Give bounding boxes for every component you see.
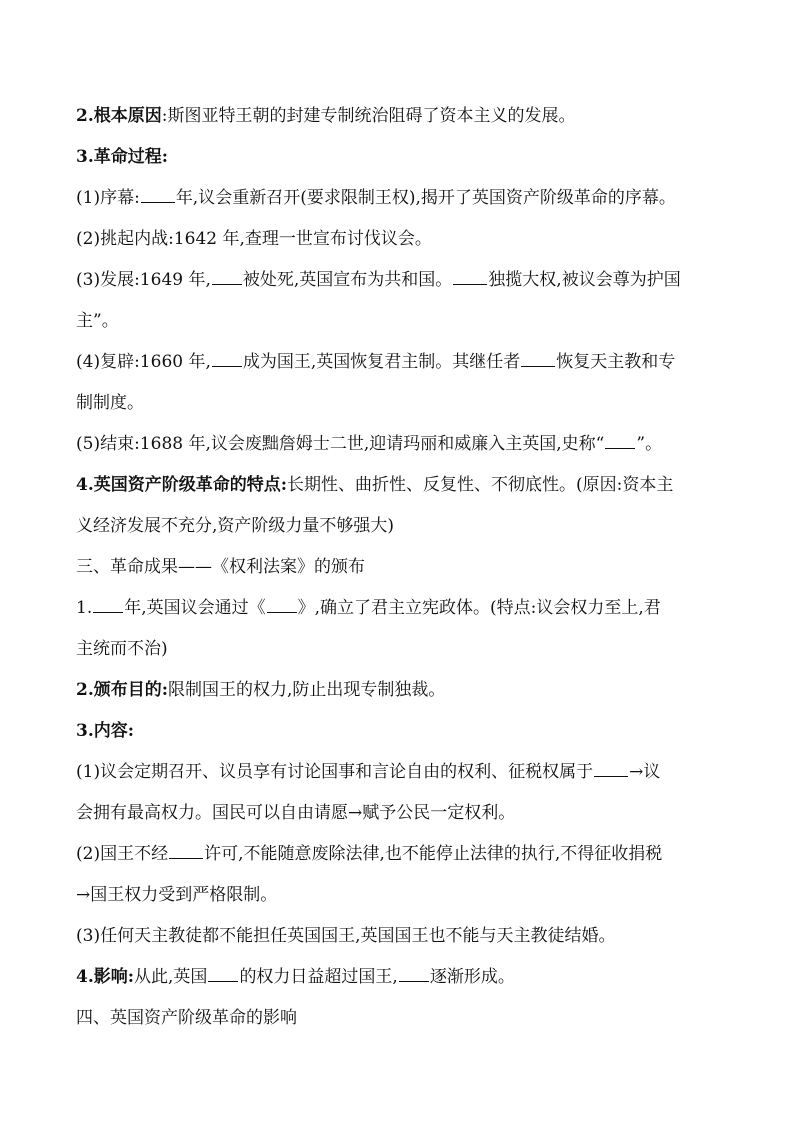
line-content-3 (76, 916, 726, 957)
blank-parliament-power[interactable] (208, 966, 238, 982)
text-characteristics: 长期性、曲折性、反复性、不彻底性。(原因:资本主 (287, 475, 674, 495)
line-characteristics-cont (76, 506, 726, 547)
line-influence (76, 957, 726, 998)
blank-prelude-year[interactable] (141, 187, 175, 203)
line-prelude (76, 178, 726, 219)
text-restoration-tail: 恢复天主教和专 (556, 352, 676, 372)
text-influence-a: 从此,英国 (134, 967, 208, 987)
line-revolution-process (76, 137, 726, 178)
text-bill-body: 年,英国议会通过《 (124, 598, 266, 618)
heading-characteristics: 4.英国资产阶级革命的特点: (76, 475, 288, 495)
text-prelude-label: (1)序幕: (76, 188, 140, 208)
text-restoration-cont: 制制度。 (76, 393, 144, 413)
line-restoration (76, 342, 726, 383)
section-three-title (76, 547, 726, 588)
text-prelude-body: 年,议会重新召开(要求限制王权),揭开了英国资产阶级革命的序幕。 (175, 188, 676, 208)
text-content-1-cont: 会拥有最高权力。国民可以自由请愿→赋予公民一定权利。 (76, 803, 516, 823)
text-development-body: 被处死,英国宣布为共和国。 (242, 270, 453, 290)
blank-bill-name[interactable] (267, 597, 297, 613)
line-characteristics (76, 465, 726, 506)
text-content-2-body: 许可,不能随意废除法律,也不能停止法律的执行,不得征收捐税 (204, 844, 663, 864)
line-content-2 (76, 834, 726, 875)
text-restoration-label: (4)复辟:1660 年, (76, 352, 211, 372)
line-fundamental-cause (76, 96, 726, 137)
line-purpose (76, 670, 726, 711)
line-content-1-cont (76, 793, 726, 834)
blank-tax-power[interactable] (594, 761, 628, 777)
blank-glorious-revolution[interactable] (605, 433, 635, 449)
line-end (76, 424, 726, 465)
text-content-2-label: (2)国王不经 (76, 844, 169, 864)
line-development-cont (76, 301, 726, 342)
text-content-1: (1)议会定期召开、议员享有讨论国事和言论自由的权利、征税权属于 (76, 762, 594, 782)
section-four-title (76, 998, 726, 1039)
blank-protector[interactable] (453, 269, 487, 285)
document-page (76, 96, 726, 1039)
line-bill-of-rights-cont (76, 629, 726, 670)
text-restoration-body: 成为国王,英国恢复君主制。其继任者 (242, 352, 521, 372)
text-purpose: 限制国王的权力,防止出现专制独裁。 (168, 680, 446, 700)
text-development-tail: 独揽大权,被议会尊为护国 (488, 270, 681, 290)
blank-bill-year[interactable] (93, 597, 123, 613)
text-influence-b: 的权力日益超过国王, (239, 967, 398, 987)
blank-consent[interactable] (169, 843, 203, 859)
heading-revolution-process: 3.革命过程: (76, 147, 169, 167)
line-restoration-cont (76, 383, 726, 424)
blank-executed-king[interactable] (212, 269, 242, 285)
heading-fundamental-cause: 2.根本原因 (76, 106, 162, 126)
blank-restored-king[interactable] (212, 351, 242, 367)
text-bill-number: 1. (76, 598, 93, 618)
heading-content: 3.内容: (76, 721, 135, 741)
text-content-1-tail: →议 (629, 762, 661, 782)
text-development-cont: 主”。 (76, 311, 119, 331)
line-civil-war (76, 219, 726, 260)
text-influence-c: 逐渐形成。 (429, 967, 515, 987)
text-content-3: (3)任何天主教徒都不能担任英国国王,英国国王也不能与天主教徒结婚。 (76, 926, 616, 946)
line-content-2-cont (76, 875, 726, 916)
text-end-body: (5)结束:1688 年,议会废黜詹姆士二世,迎请玛丽和威廉入主英国,史称“ (76, 434, 605, 454)
text-civil-war: (2)挑起内战:1642 年,查理一世宣布讨伐议会。 (76, 229, 432, 249)
line-content (76, 711, 726, 752)
text-end-tail: ”。 (636, 434, 663, 454)
text-fundamental-cause: :斯图亚特王朝的封建专制统治阻碍了资本主义的发展。 (161, 106, 576, 126)
blank-successor[interactable] (521, 351, 555, 367)
text-section-three: 三、革命成果——《权利法案》的颁布 (76, 557, 365, 577)
text-bill-cont: 主统而不治) (76, 639, 168, 659)
line-bill-of-rights (76, 588, 726, 629)
text-characteristics-cont: 义经济发展不充分,资产阶级力量不够强大) (76, 516, 395, 536)
text-development-label: (3)发展:1649 年, (76, 270, 211, 290)
text-content-2-cont: →国王权力受到严格限制。 (76, 885, 278, 905)
line-development (76, 260, 726, 301)
text-bill-tail: 》,确立了君主立宪政体。(特点:议会权力至上,君 (297, 598, 661, 618)
line-content-1 (76, 752, 726, 793)
blank-system-formed[interactable] (399, 966, 429, 982)
heading-purpose: 2.颁布目的: (76, 680, 169, 700)
text-section-four: 四、英国资产阶级革命的影响 (76, 1008, 297, 1028)
heading-influence: 4.影响: (76, 967, 135, 987)
